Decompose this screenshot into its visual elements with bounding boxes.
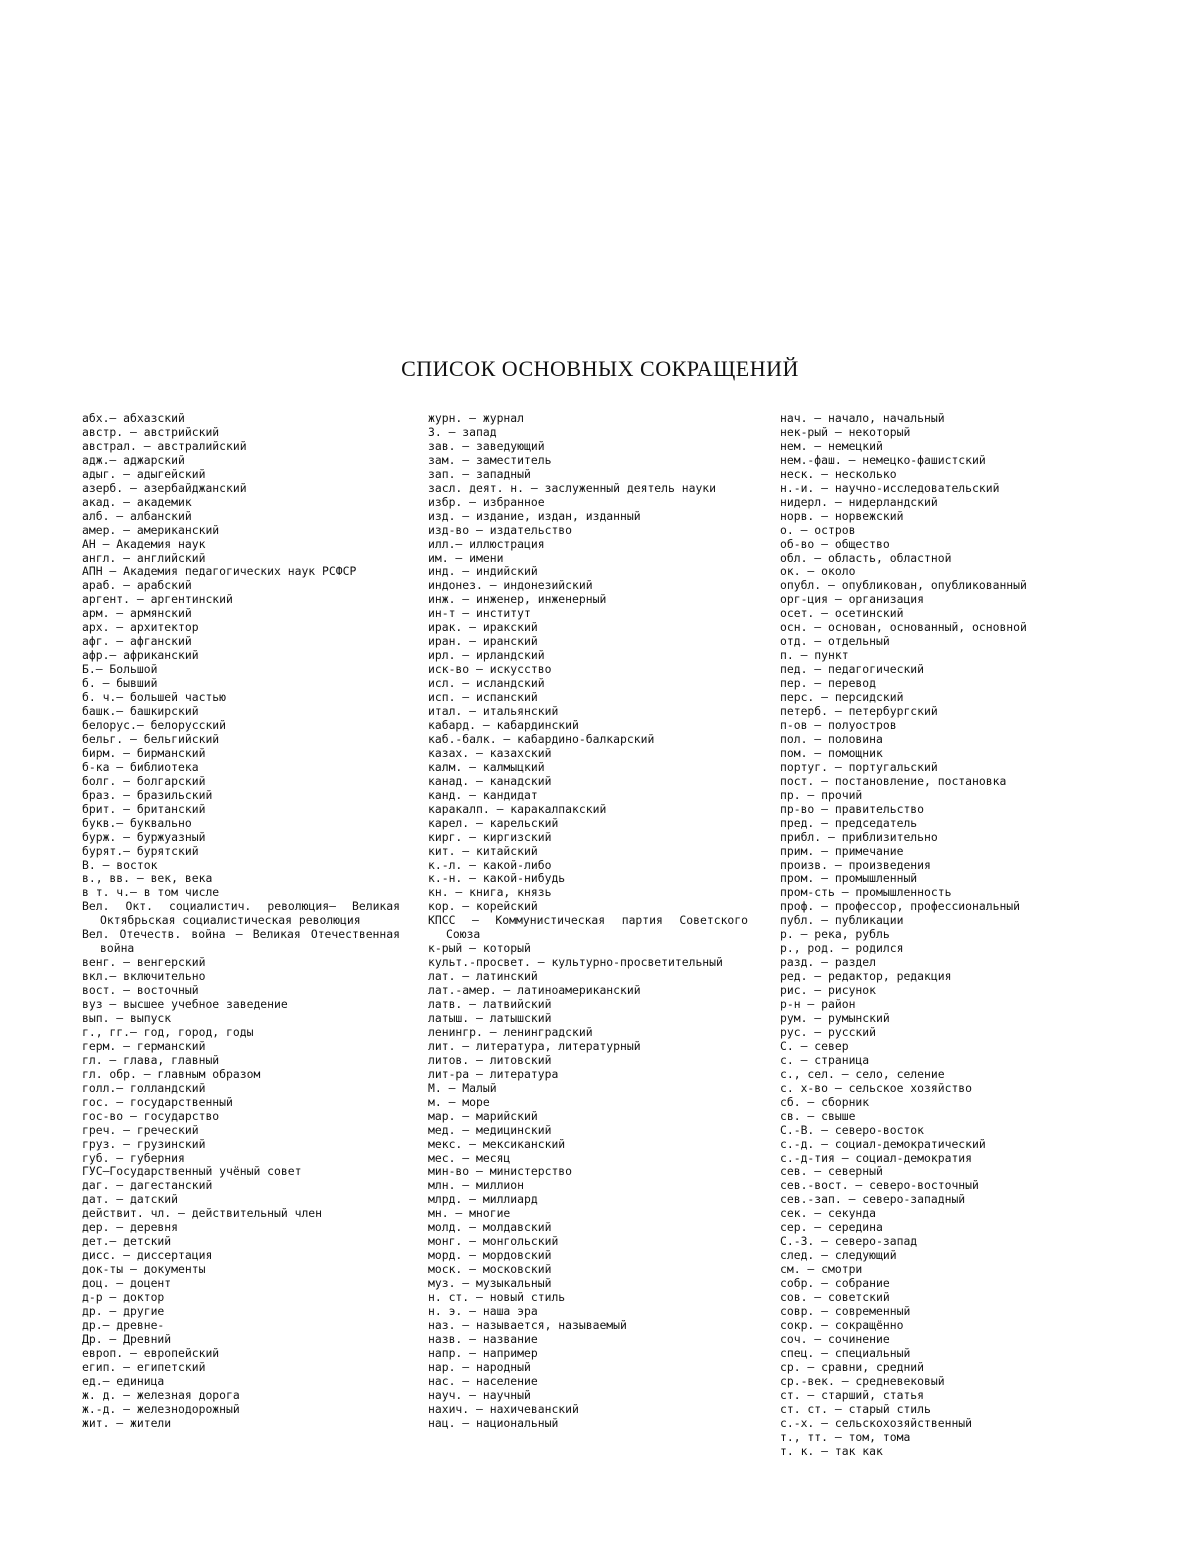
abbreviation-entry: прибл. — приблизительно <box>780 829 938 844</box>
abbreviation-entry: браз. — бразильский <box>82 787 213 802</box>
abbreviation-entry: ж.-д. — железнодорожный <box>82 1401 240 1416</box>
abbreviation-entry: ред. — редактор, редакция <box>780 969 952 984</box>
abbreviation-entry: норв. — норвежский <box>780 508 904 523</box>
abbreviation-entry: алб. — албанский <box>82 508 192 523</box>
abbreviation-entry: амер. — американский <box>82 522 220 537</box>
abbreviation-entry: акад. — академик <box>82 494 192 509</box>
abbreviation-entry: Вел. Отечеств. война — Великая Отечественная война <box>82 927 400 956</box>
abbreviation-entry: гос-во — государство <box>82 1108 220 1123</box>
abbreviation-entry: гос. — государственный <box>82 1094 233 1109</box>
abbreviation-entry: С.-В. — северо-восток <box>780 1122 925 1137</box>
abbreviation-entry: науч. — научный <box>428 1387 531 1402</box>
abbreviation-entry: неск. — несколько <box>780 466 897 481</box>
abbreviation-entry: р-н — район <box>780 997 856 1012</box>
abbreviation-entry: сб. — сборник <box>780 1094 870 1109</box>
abbreviation-entry: арх. — архитектор <box>82 620 199 635</box>
abbreviation-entry: зам. — заместитель <box>428 452 552 467</box>
abbreviation-entry: дат. — датский <box>82 1192 179 1207</box>
abbreviation-entry: избр. — избранное <box>428 494 545 509</box>
abbreviation-entry: европ. — европейский <box>82 1345 220 1360</box>
abbreviation-entry: груз. — грузинский <box>82 1136 206 1151</box>
abbreviation-entry: букв.— буквально <box>82 815 192 830</box>
abbreviation-entry: обл. — область, областной <box>780 550 952 565</box>
abbreviation-entry: монг. — монгольский <box>428 1234 559 1249</box>
abbreviation-entry: араб. — арабский <box>82 578 192 593</box>
abbreviation-entry: кабард. — кабардинский <box>428 717 579 732</box>
abbreviation-entry: герм. — германский <box>82 1038 206 1053</box>
abbreviation-entry: пред. — председатель <box>780 815 918 830</box>
abbreviation-entry: кирг. — киргизский <box>428 829 552 844</box>
abbreviation-entry: с. х-во — сельское хозяйство <box>780 1080 973 1095</box>
abbreviation-entry: иск-во — искусство <box>428 662 552 677</box>
abbreviation-entry: морд. — мордовский <box>428 1248 552 1263</box>
abbreviation-entry: нем.-фаш. — немецко-фашистский <box>780 452 986 467</box>
abbreviation-entry: моск. — московский <box>428 1262 552 1277</box>
abbreviation-entry: З. — запад <box>428 424 497 439</box>
abbreviation-entry: г., гг.— год, город, годы <box>82 1024 254 1039</box>
abbreviation-entry: мекс. — мексиканский <box>428 1136 566 1151</box>
abbreviation-entry: англ. — английский <box>82 550 206 565</box>
abbreviation-entry: М. — Малый <box>428 1080 497 1095</box>
abbreviation-entry: голл.— голландский <box>82 1080 206 1095</box>
abbreviation-entry: др. — другие <box>82 1304 165 1318</box>
abbreviation-entry: т. к. — так как <box>780 1443 883 1458</box>
abbreviation-entry: кн. — книга, князь <box>428 885 552 900</box>
abbreviation-entry: лит-ра — литература <box>428 1066 559 1081</box>
abbreviation-entry: болг. — болгарский <box>82 773 206 788</box>
abbreviation-entry: мин-во — министерство <box>428 1164 573 1179</box>
abbreviation-entry: португ. — португальский <box>780 759 938 774</box>
abbreviation-entry: афр.— африканский <box>82 648 199 663</box>
abbreviation-entry: афг. — афганский <box>82 634 192 649</box>
abbreviation-entry: греч. — греческий <box>82 1122 199 1137</box>
abbreviation-entry: нач. — начало, начальный <box>780 411 945 425</box>
abbreviation-entry: с.-д. — социал-демократический <box>780 1136 986 1151</box>
abbreviation-entry: т., тт. — том, тома <box>780 1429 911 1444</box>
abbreviation-entry: вып. — выпуск <box>82 1010 172 1025</box>
abbreviation-entry: к.-н. — какой-нибудь <box>428 871 566 886</box>
abbreviation-entry: действит. чл. — действительный член <box>82 1206 323 1221</box>
abbreviation-entry: лат.-амер. — латиноамериканский <box>428 983 641 998</box>
abbreviation-entry: сов. — советский <box>780 1290 890 1305</box>
abbreviation-entry: в., вв. — век, века <box>82 871 213 886</box>
abbreviation-entry: лат. — латинский <box>428 969 538 984</box>
abbreviation-entry: р. — река, рубль <box>780 927 890 942</box>
abbreviation-entry: журн. — журнал <box>428 411 525 425</box>
abbreviation-entry: исп. — испанский <box>428 690 538 705</box>
abbreviation-entry: каб.-балк. — кабардино-балкарский <box>428 731 655 746</box>
abbreviation-entry: док-ты — документы <box>82 1262 206 1277</box>
abbreviation-entry: губ. — губерния <box>82 1150 185 1165</box>
abbreviation-entry: нек-рый — некоторый <box>780 424 911 439</box>
abbreviation-entry: даг. — дагестанский <box>82 1178 213 1193</box>
abbreviation-entry: ср. — сравни, средний <box>780 1359 925 1374</box>
abbreviation-entry: жит. — жители <box>82 1415 172 1430</box>
abbreviation-entry: нац. — национальный <box>428 1415 559 1430</box>
abbreviation-entry: культ.-просвет. — культурно-просветительный <box>428 955 723 970</box>
abbreviation-entry: канад. — канадский <box>428 773 552 788</box>
abbreviation-entry: наз. — называется, называемый <box>428 1317 627 1332</box>
page-title: СПИСОК ОСНОВНЫХ СОКРАЩЕНИЙ <box>401 356 799 381</box>
abbreviations-column-3 <box>780 412 1125 1458</box>
abbreviation-entry: ст. ст. — старый стиль <box>780 1401 931 1416</box>
abbreviation-entry: брит. — британский <box>82 801 206 816</box>
abbreviation-entry: иран. — иранский <box>428 634 538 649</box>
abbreviation-entry: изд-во — издательство <box>428 522 573 537</box>
abbreviation-entry: пед. — педагогический <box>780 662 925 677</box>
abbreviation-entry: С. — север <box>780 1038 849 1053</box>
abbreviation-entry: пром-сть — промышленность <box>780 885 952 900</box>
abbreviation-entry: вкл.— включительно <box>82 969 206 984</box>
abbreviation-entry: бирм. — бирманский <box>82 745 206 760</box>
abbreviation-entry: АН — Академия наук <box>82 536 206 551</box>
abbreviation-entry: др.— древне- <box>82 1317 165 1332</box>
abbreviation-entry: рис. — рисунок <box>780 983 877 998</box>
abbreviation-entry: к-рый — который <box>428 941 531 956</box>
abbreviation-entry: исл. — исландский <box>428 676 545 691</box>
abbreviation-entry: Б.— Большой <box>82 662 158 677</box>
abbreviation-entry: адыг. — адыгейский <box>82 466 206 481</box>
abbreviation-entry: им. — имени <box>428 550 504 565</box>
abbreviation-entry: осет. — осетинский <box>780 606 904 621</box>
abbreviation-entry: инд. — индийский <box>428 564 538 579</box>
abbreviation-entry: н. э. — наша эра <box>428 1304 538 1318</box>
abbreviation-entry: дет.— детский <box>82 1234 172 1249</box>
abbreviation-entry: млрд. — миллиард <box>428 1192 538 1207</box>
abbreviation-entry: венг. — венгерский <box>82 955 206 970</box>
abbreviation-entry: латыш. — латышский <box>428 1010 552 1025</box>
abbreviation-entry: нар. — народный <box>428 1359 531 1374</box>
abbreviation-entry: гл. — глава, главный <box>82 1052 220 1067</box>
abbreviation-entry: аргент. — аргентинский <box>82 592 233 607</box>
abbreviation-entry: сокр. — сокращённо <box>780 1317 904 1332</box>
abbreviation-entry: св. — свыше <box>780 1108 856 1123</box>
abbreviation-entry: вуз — высшее учебное заведение <box>82 997 288 1012</box>
abbreviation-entry: нахич. — нахичеванский <box>428 1401 579 1416</box>
abbreviation-entry: мн. — многие <box>428 1206 511 1221</box>
abbreviation-entry: сек. — секунда <box>780 1206 877 1221</box>
abbreviation-entry: рус. — русский <box>780 1024 877 1039</box>
abbreviation-entry: зав. — заведующий <box>428 438 545 453</box>
abbreviation-entry: изд. — издание, издан, изданный <box>428 508 641 523</box>
abbreviation-entry: бурят.— бурятский <box>82 843 199 858</box>
abbreviation-entry: проф. — профессор, профессиональный <box>780 899 1021 914</box>
abbreviation-entry: ед.— единица <box>82 1373 165 1388</box>
abbreviation-entry: ст. — старший, статья <box>780 1387 925 1402</box>
abbreviation-entry: м. — море <box>428 1094 490 1109</box>
abbreviations-column-1 <box>82 412 400 1431</box>
abbreviation-entry: канд. — кандидат <box>428 787 538 802</box>
abbreviation-entry: засл. деят. н. — заслуженный деятель науки <box>428 480 717 495</box>
abbreviation-entry: илл.— иллюстрация <box>428 536 545 551</box>
abbreviation-entry: сев.-вост. — северо-восточный <box>780 1178 979 1193</box>
abbreviation-entry: в т. ч.— в том числе <box>82 885 220 900</box>
abbreviation-entry: собр. — собрание <box>780 1276 890 1291</box>
abbreviation-entry: публ. — публикации <box>780 913 904 928</box>
abbreviation-entry: нем. — немецкий <box>780 438 883 453</box>
abbreviation-entry: бельг. — бельгийский <box>82 731 220 746</box>
abbreviation-entry: сев. — северный <box>780 1164 883 1179</box>
abbreviation-entry: сер. — середина <box>780 1220 883 1235</box>
abbreviation-entry: с.-д-тия — социал-демократия <box>780 1150 973 1165</box>
abbreviation-entry: лит. — литература, литературный <box>428 1038 641 1053</box>
abbreviation-entry: см. — смотри <box>780 1262 863 1277</box>
abbreviation-entry: мес. — месяц <box>428 1150 511 1165</box>
abbreviation-entry: казах. — казахский <box>428 745 552 760</box>
abbreviation-entry: рум. — румынский <box>780 1010 890 1025</box>
abbreviation-entry: с.-х. — сельскохозяйственный <box>780 1415 973 1430</box>
abbreviation-entry: пол. — половина <box>780 731 883 746</box>
abbreviation-entry: инж. — инженер, инженерный <box>428 592 607 607</box>
abbreviation-entry: гл. обр. — главным образом <box>82 1066 261 1081</box>
abbreviation-entry: совр. — современный <box>780 1304 911 1318</box>
abbreviation-entry: ж. д. — железная дорога <box>82 1387 240 1402</box>
abbreviation-entry: муз. — музыкальный <box>428 1276 552 1291</box>
abbreviation-entry: доц. — доцент <box>82 1276 172 1291</box>
abbreviation-entry: ирак. — иракский <box>428 620 538 635</box>
abbreviation-entry: карел. — карельский <box>428 815 559 830</box>
abbreviation-entry: азерб. — азербайджанский <box>82 480 247 495</box>
abbreviation-entry: индонез. — индонезийский <box>428 578 593 593</box>
abbreviation-entry: ирл. — ирландский <box>428 648 545 663</box>
abbreviation-entry: Вел. Окт. социалистич. революция— Великая Октябрьская социалистическая революция <box>82 899 400 928</box>
abbreviation-entry: назв. — название <box>428 1331 538 1346</box>
abbreviation-entry: дисс. — диссертация <box>82 1248 213 1263</box>
abbreviation-entry: пом. — помощник <box>780 745 883 760</box>
abbreviation-entry: п-ов — полуостров <box>780 717 897 732</box>
abbreviation-entry: прим. — примечание <box>780 843 904 858</box>
abbreviation-entry: вост. — восточный <box>82 983 199 998</box>
abbreviation-entry: ленингр. — ленинградский <box>428 1024 593 1039</box>
abbreviation-entry: КПСС — Коммунистическая партия Советского Союза <box>428 913 748 942</box>
abbreviation-entry: литов. — литовский <box>428 1052 552 1067</box>
abbreviation-entry: пр. — прочий <box>780 787 863 802</box>
abbreviation-entry: напр. — например <box>428 1345 538 1360</box>
abbreviation-entry: сев.-зап. — северо-западный <box>780 1192 966 1207</box>
abbreviation-entry: к.-л. — какой-либо <box>428 857 552 872</box>
abbreviation-entry: молд. — молдавский <box>428 1220 552 1235</box>
abbreviation-entry: АПН — Академия педагогических наук РСФСР <box>82 564 357 579</box>
abbreviation-entry: о. — остров <box>780 522 856 537</box>
abbreviation-entry: с., сел. — село, селение <box>780 1066 945 1081</box>
abbreviation-entry: об-во — общество <box>780 536 890 551</box>
abbreviation-entry: башк.— башкирский <box>82 704 199 719</box>
abbreviation-entry: ок. — около <box>780 564 856 579</box>
abbreviation-entry: кит. — китайский <box>428 843 538 858</box>
abbreviation-entry: пр-во — правительство <box>780 801 925 816</box>
abbreviation-entry: разд. — раздел <box>780 955 877 970</box>
abbreviation-entry: пост. — постановление, постановка <box>780 773 1007 788</box>
abbreviation-entry: С.-З. — северо-запад <box>780 1234 918 1249</box>
abbreviation-entry: б. — бывший <box>82 676 158 691</box>
abbreviation-entry: ин-т — институт <box>428 606 531 621</box>
abbreviation-entry: спец. — специальный <box>780 1345 911 1360</box>
abbreviation-entry: след. — следующий <box>780 1248 897 1263</box>
abbreviation-entry: произв. — произведения <box>780 857 931 872</box>
abbreviation-entry: Др. — Древний <box>82 1331 172 1346</box>
abbreviation-entry: р., род. — родился <box>780 941 904 956</box>
abbreviation-entry: зап. — западный <box>428 466 531 481</box>
abbreviation-entry: орг-ция — организация <box>780 592 925 607</box>
abbreviation-entry: арм. — армянский <box>82 606 192 621</box>
abbreviation-entry: ГУС—Государственный учёный совет <box>82 1164 302 1179</box>
abbreviation-entry: мед. — медицинский <box>428 1122 552 1137</box>
abbreviation-entry: ср.-век. — средневековый <box>780 1373 945 1388</box>
abbreviation-entry: егип. — египетский <box>82 1359 206 1374</box>
abbreviation-entry: перс. — персидский <box>780 690 904 705</box>
abbreviation-entry: калм. — калмыцкий <box>428 759 545 774</box>
abbreviation-entry: австр. — австрийский <box>82 424 220 439</box>
abbreviation-entry: нас. — население <box>428 1373 538 1388</box>
abbreviation-entry: адж.— аджарский <box>82 452 185 467</box>
abbreviation-entry: пром. — промышленный <box>780 871 918 886</box>
abbreviation-entry: дер. — деревня <box>82 1220 179 1235</box>
abbreviation-entry: н.-и. — научно-исследовательский <box>780 480 1000 495</box>
abbreviation-entry: с. — страница <box>780 1052 870 1067</box>
abbreviation-entry: белорус.— белорусский <box>82 717 227 732</box>
abbreviation-entry: латв. — латвийский <box>428 997 552 1012</box>
abbreviation-entry: нидерл. — нидерландский <box>780 494 938 509</box>
abbreviation-entry: осн. — основан, основанный, основной <box>780 620 1027 635</box>
abbreviations-column-2 <box>428 412 748 1431</box>
abbreviation-entry: отд. — отдельный <box>780 634 890 649</box>
abbreviation-entry: н. ст. — новый стиль <box>428 1290 566 1305</box>
abbreviation-entry: В. — восток <box>82 857 158 872</box>
abbreviation-entry: п. — пункт <box>780 648 849 663</box>
abbreviation-entry: д-р — доктор <box>82 1290 165 1305</box>
abbreviation-entry: абх.— абхазский <box>82 411 185 425</box>
abbreviation-entry: опубл. — опубликован, опубликованный <box>780 578 1027 593</box>
abbreviation-entry: кор. — корейский <box>428 899 538 914</box>
abbreviation-entry: петерб. — петербургский <box>780 704 938 719</box>
abbreviation-entry: б. ч.— большей частью <box>82 690 227 705</box>
abbreviation-entry: пер. — перевод <box>780 676 877 691</box>
abbreviation-entry: млн. — миллион <box>428 1178 525 1193</box>
abbreviation-entry: соч. — сочинение <box>780 1331 890 1346</box>
abbreviation-entry: мар. — марийский <box>428 1108 538 1123</box>
abbreviation-entry: итал. — итальянский <box>428 704 559 719</box>
abbreviation-entry: австрал. — австралийский <box>82 438 247 453</box>
abbreviation-entry: бурж. — буржуазный <box>82 829 206 844</box>
abbreviation-entry: б-ка — библиотека <box>82 759 199 774</box>
abbreviation-entry: каракалп. — каракалпакский <box>428 801 607 816</box>
